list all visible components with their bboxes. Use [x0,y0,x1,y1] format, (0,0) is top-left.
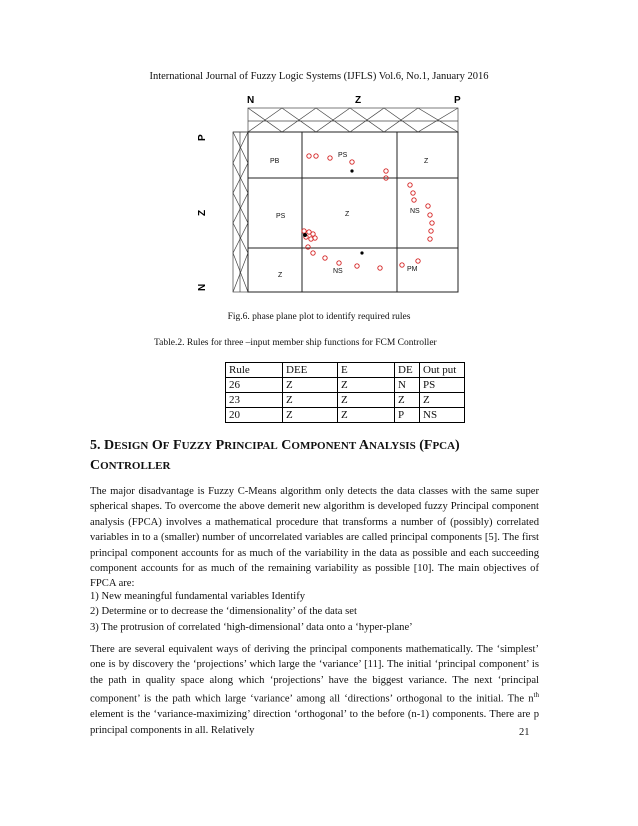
cell-label-ns-mid: NS [410,208,420,215]
cell-label-z-top-right: Z [424,158,429,165]
cell: 23 [226,393,283,408]
list-item: 2) Determine or to decrease the ‘dimensionality’ of the data set [90,606,357,618]
cell: N [395,378,420,393]
cell-label-pb: PB [270,158,280,165]
axis-top-p: P [454,95,461,106]
th-rule: Rule [226,363,283,378]
cell: 26 [226,378,283,393]
paragraph-2: There are several equivalent ways of deriving the principal components mathematically. The ‘simplest’ one is by discovery the ‘projections’ which large the ‘variance’ [11]. The initial ‘principal component’ is the path in quality space along which ‘projections’ have the biggest variance. The next ‘principal component’ is the path which large ‘variance’ among all ‘directions’ orthogonal to the initial. The $n^{th}$ element is the ‘variance-maximizing’ direction ‘orthogonal’ to the before (n-1) components. There are p principal components in all. Relatively [90,644,539,736]
cell: Z [338,393,395,408]
cell: PS [420,378,465,393]
cell: 20 [226,408,283,423]
table-row [226,378,465,393]
table-header-row [226,363,465,378]
list-item: 1) New meaningful fundamental variables Identify [90,591,306,602]
section-heading: 5. DESIGN OF FUZZY PRINCIPAL COMPONENT ANALYSIS (FPCA) CONTROLLER [90,438,460,473]
page-number: 21 [519,727,530,738]
cell: Z [283,378,338,393]
cell: Z [283,393,338,408]
cell-label-pm: PM [407,266,418,273]
th-de: DE [395,363,420,378]
left-membership-band [233,132,248,292]
rule-grid [248,132,458,292]
cell: Z [420,393,465,408]
axis-left-p: P [197,134,208,141]
rules-table [225,362,465,423]
objectives-list [90,589,539,635]
axis-top-n: N [247,95,255,106]
axis-left-z: Z [197,209,208,216]
cell: P [395,408,420,423]
cell: Z [338,408,395,423]
table-caption: Table.2. Rules for three –input member ship functions for FCM Controller [154,338,437,348]
cell-label-z-center: Z [345,211,350,218]
list-item: 3) The protrusion of correlated ‘high-dimensional’ data onto a ‘hyper-plane’ [90,621,413,633]
cell: Z [395,393,420,408]
cell-label-ps-mid: PS [276,213,286,220]
table-row [226,408,465,423]
table-row [226,393,465,408]
cell: Z [283,408,338,423]
phase-plane-figure [192,93,462,298]
top-membership-band [233,108,458,132]
cell: Z [338,378,395,393]
th-e: E [338,363,395,378]
axis-top-z: Z [355,95,362,106]
axis-left-n: N [197,283,208,291]
cluster-centers [303,169,364,254]
journal-header: International Journal of Fuzzy Logic Systems (IJFLS) Vol.6, No.1, January 2016 [149,71,489,82]
cell: NS [420,408,465,423]
cell-label-z-bottom: Z [278,272,283,279]
th-output: Out put [420,363,465,378]
cell-label-ps-top: PS [338,152,348,159]
paragraph-1: The major disadvantage is Fuzzy C-Means algorithm only detects the data classes with the same super spherical shapes. To overcome the above demerit new algorithm is developed fuzzy Principal component analysis (FPCA) involves a mathematical procedure that transforms a number of (possibly) correlated variables in to a (smaller) number of uncorrelated variables are called principal components [5]. The first principal component accounts for as much of the variability in the data as possible and each succeeding component accounts for as much of the remaining variability as possible [10]. The main objectives of FPCA are: [90,486,539,590]
cell-label-ns-bottom: NS [333,268,343,275]
figure-caption: Fig.6. phase plane plot to identify required rules [227,312,411,322]
th-dee: DEE [283,363,338,378]
